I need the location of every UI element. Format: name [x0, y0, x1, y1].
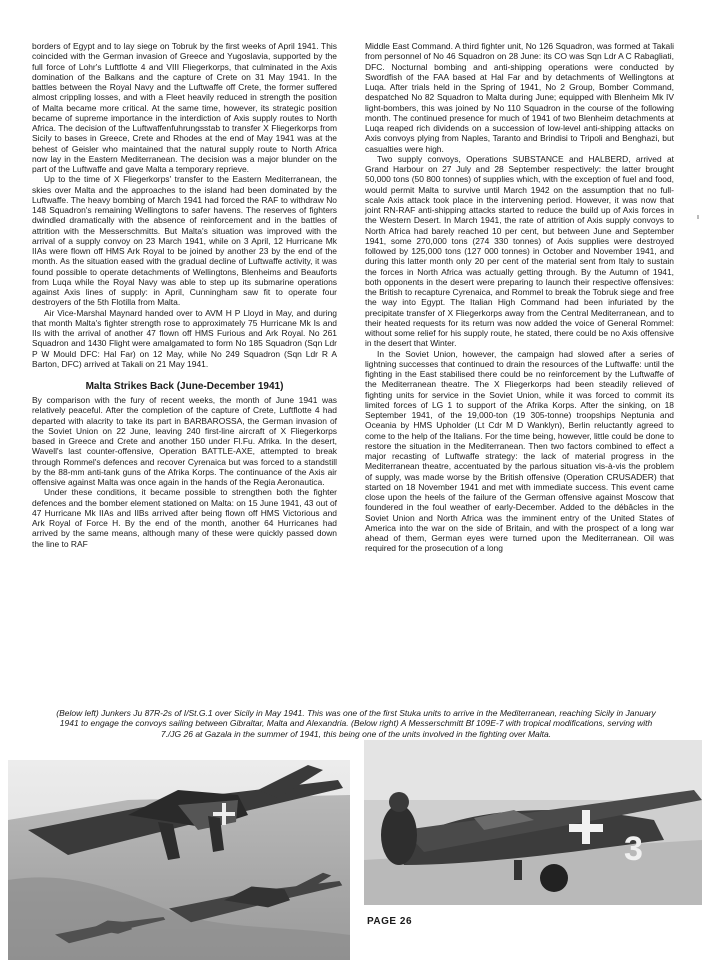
aircraft-number-mark: 3: [624, 830, 643, 868]
paragraph: Air Vice-Marshal Maynard handed over to AVM H P Lloyd in May, and during that month Malta's fighter strength rose to approximately 75 Hurricane Mk Is and IIs with the arrival of another 47 flown off HMS Furious and Ark Royal. No 261 Squadron and 1430 Flight were amalgamated to form No 185 Squadron (Sqn Ldr P W Mould DFC: Hal Far) on 12 May, while No 249 Squadron (Sqn Ldr R A Barton, DFC) arrived at Takali on 21 May 1941.: [32, 307, 337, 369]
paragraph: In the Soviet Union, however, the campaign had slowed after a series of lightning successes that continued to drain the resources of the Luftwaffe: until the fighting in the East stabilised there could be no reinforcement by the Luftwaffe of the Mediterranean theatre. The X Fliegerkorps had been steadily relieved of fighting units for service in the Soviet Union, while it was forced to commit its limited forces of LG 1 to support of the Afrika Korps. After the sinking, on 18 September 1941, of the 19,000-ton (19 305-tonne) troopships Neptunia and Oceania by HMS Upholder (Lt Cdr M D Wanklyn), Berlin reluctantly agreed to come to the help of the Italians. For the time being, however, little could be done to restore the situation in the Mediterranean. Then two factors combined to effect a major recasting of Luftwaffe strategy: the lack of material progress in the Mediterranean theatre, accentuated by the parlous situation vis-à-vis the problem of supply, was made worse by the British offensive (Operation CRUSADER) that started on 18 November 1941 and met with immediate success. This event came close upon the heels of the failure of the German offensive against Moscow that foundered in the foul weather of early-December. Added to the débâcles in the Soviet Union and North Africa was the imminent entry of the United States of America into the war on the side of Britain, and with the prospect of a long war ahead of them, German eyes were turned upon the Mediterranean. Oil was required for the prosecution of a long: [365, 348, 674, 554]
page-number: PAGE 26: [367, 916, 412, 927]
paragraph: Middle East Command. A third fighter unit, No 126 Squadron, was formed at Takali from personnel of No 46 Squadron on 28 June: its CO was Sqn Ldr A C Rabagliati, DFC. Nocturnal bombing and anti-shipping operations were conducted by Swordfish of the FAA based at Hal Far and by detachments of Wellingtons at Luqa. After trials held in the Spring of 1941, No 2 Group, Bomber Command, despatched No 82 Squadron to Malta during June; equipped with Blenheim Mk IV light-bombers, this was joined by No 110 Squadron in the course of the following month. The continued presence for much of 1941 of two Blenheim detachments at Luqa reaped rich dividends on a succession of low-level anti-shipping attacks on Axis convoys plying from Naples, Taranto and Brindisi to Tripoli and Benghazi, but casualties were high.: [365, 41, 674, 154]
messerschmitt-bf109-photo: [364, 740, 702, 905]
paragraph: Under these conditions, it became possible to strengthen both the fighter defences and the bomber element stationed on Malta: on 15 June 1941, 43 out of 47 Hurricane Mk IIAs and IIBs arrived after being flown off HMS Victorious and Ark Royal of Force H. By the end of the month, another 64 Hurricanes had arrived by the same means, although many of these were quickly passed down the line to RAF: [32, 487, 337, 549]
section-heading: Malta Strikes Back (June-December 1941): [85, 381, 284, 392]
paragraph: Up to the time of X Fliegerkorps' transfer to the Eastern Mediterranean, the skies over Malta and the approaches to the island had been dominated by the Luftwaffe. The heavy bombing of March 1941 had forced the RAF to withdraw No 148 Squadron's remaining Wellingtons to safer havens. The reserves of fighters dwindled dramatically with the absence of reinforcement and in the battles of attrition with the Messerschmitts. But Malta's situation was improved with the arrival of a supply convoy on 23 March 1941, while on 3 April, 12 Hurricane Mk IIAs were flown off HMS Ark Royal to be joined by another 23 by the end of the month. As the situation eased with the gradual decline of Luftwaffe activity, it was found possible to operate detachments of Wellingtons, Blenheims and Beauforts from Luqa while the Royal Navy was able to step up its submarine operations against Axis lines of supply: in April, Cunningham saw fit to operate four destroyers of the 5th Flotilla from Malta.: [32, 174, 337, 308]
photo-caption: (Below left) Junkers Ju 87R-2s of I/St.G.1 over Sicily in May 1941. This was one of the first Stuka units to arrive in the Mediterranean, reaching Sicily in January 1941 to engage the convoys sailing between Gibraltar, Malta and Alexandria. (Below right) A Messerschmitt Bf 109E-7 with tropical modifications, serving with 7./JG 26 at Gazala in the summer of 1941, this being one of the units involved in the fighting over Malta.: [56, 708, 656, 739]
right-text-column: [365, 41, 674, 554]
stuka-formation-photo: [8, 760, 350, 960]
left-text-column: [32, 41, 337, 549]
paragraph: By comparison with the fury of recent weeks, the month of June 1941 was relatively peaceful. After the completion of the capture of Crete, Luftflotte 4 had departed with alacrity to take its part in BARBAROSSA, the German invasion of the Soviet Union on 22 June, leaving 240 first-line aircraft of X Fliegerkorps based in Greece and Crete and another 150 under Fl.Fu. Afrika. In the desert, Wavell's last counter-offensive, Operation BATTLE-AXE, attempted to break through Rommel's defences and recover Cyrenaica but was forced to a standstill by the 88-mm anti-tank guns of the Afrika Korps. The continuance of the Axis air offensive against Malta was once again in the hands of the Regia Aeronautica.: [32, 395, 337, 487]
paragraph: borders of Egypt and to lay siege on Tobruk by the first weeks of April 1941. This coincided with the German invasion of Greece and Yugoslavia, supported by the full force of Lohr's Luftflotte 4 and VIII Fliegerkorps, that culminated in the Axis domination of the Balkans and the capture of Crete on 31 May 1941. In the battles between the Royal Navy and the Luftwaffe off Crete, the former suffered almost crippling losses, and with a Fleet heavily reduced in strength the position of Malta became more critical. At the same time, however, its strategic position became of supreme importance in the interdiction of Axis supply routes to North Africa. The decision of the Luftwaffenfuhrungsstab to transfer X Fliegerkorps from Sicily to bases in Greece, Crete and Rhodes at the end of May 1941 was at the behest of Geisler who maintained that the natural supply route to North Africa now lay in the Eastern Mediterranean. The decision was a major blunder on the part of the Luftwaffe and gave Malta a temporary reprieve.: [32, 41, 337, 174]
paragraph: Two supply convoys, Operations SUBSTANCE and HALBERD, arrived at Grand Harbour on 27 July and 28 September respectively: the latter brought 50,000 tons (50 800 tonnes) of supplies which, with the exception of fuel and food, would permit Malta to survive until March 1942 on the assumption that no full-scale Axis attack took place in the intervening period. However, it was now that joint RN-RAF anti-shipping attacks started to reduce the build up of Axis forces in the Western Desert. In March 1941, the rate of attrition of Axis supply convoys to North Africa had barely reached 10 per cent, but between June and September 1941, some 270,000 tons (274 330 tonnes) of Axis supplies were destroyed followed by 125,000 tons (127 000 tonnes) in October and November 1941, and during this latter month only 20 per cent of the material sent from Italy to sustain the forces in North Africa was actually getting through. By the Autumn of 1941, both opponents in the desert were preparing to launch their respective offensives: the British to recapture Cyrenaica, and Rommel to break the Tobruk siege and free the way into Egypt. The Italian High Command had been infuriated by the precipitate transfer of X Fliegerkorps away from the Central Mediterranean, and to their heated requests for its return was now added the voice of General Rommel: without some relief for his supply route, he stated, there could be no Axis offensive in the desert that Winter.: [365, 153, 674, 349]
bf109-photo-graphic: [364, 740, 702, 905]
stuka-photo-graphic: [8, 760, 350, 960]
margin-mark: [697, 215, 699, 219]
